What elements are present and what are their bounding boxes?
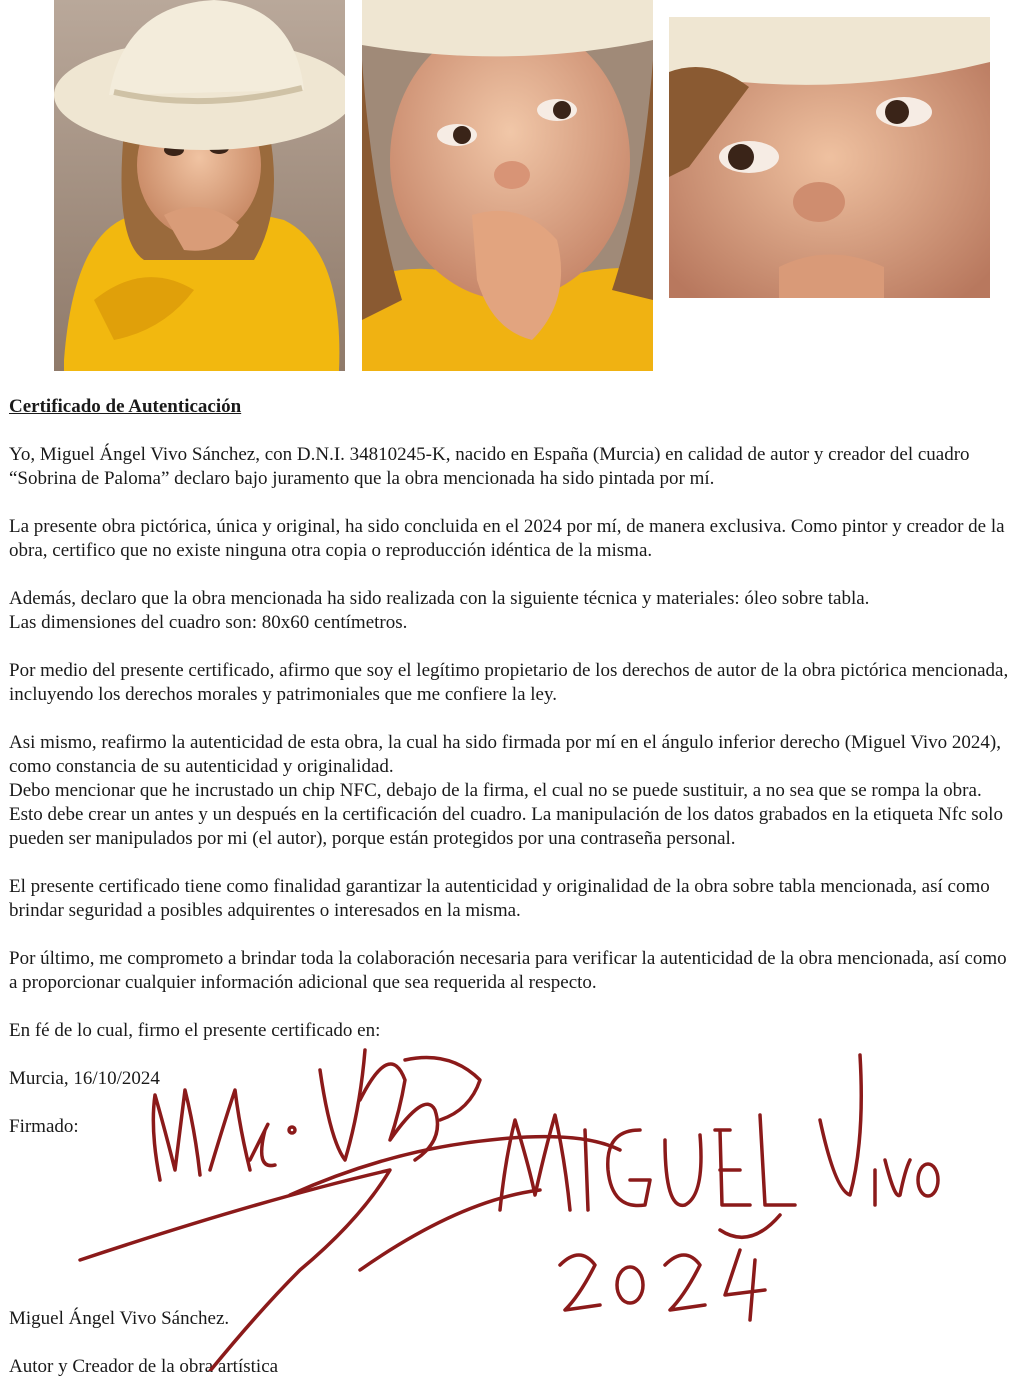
originality-paragraph: La presente obra pictórica, única y original, ha sido concluida en el 2024 por mí, de manera exclusiva. Como pintor y creador de la obra, certifico que no existe ninguna otra copia o reproducción idéntica de la misma. bbox=[9, 516, 1005, 561]
dimensions-line: Las dimensiones del cuadro son: 80x60 centímetros. bbox=[9, 612, 408, 633]
painting-closeup-view bbox=[669, 17, 990, 298]
commitment-paragraph: Por último, me comprometo a brindar toda la colaboración necesaria para verificar la autenticidad de la obra mencionada, así como a proporcionar cualquier información adicional que sea requerida al respecto. bbox=[9, 948, 1007, 993]
signed-label: Firmado: bbox=[9, 1116, 79, 1137]
copyright-paragraph: Por medio del presente certificado, afirmo que soy el legítimo propietario de los derechos de autor de la obra pictórica mencionada, incluyendo los derechos morales y patrimoniales que me confiere la ley. bbox=[9, 660, 1009, 705]
painting-full-view bbox=[54, 0, 345, 371]
signer-name: Miguel Ángel Vivo Sánchez. bbox=[9, 1308, 230, 1329]
signer-role: Autor y Creador de la obra artística bbox=[9, 1356, 279, 1377]
painting-detail-view bbox=[362, 0, 653, 371]
technique-line: Además, declaro que la obra mencionada ha sido realizada con la siguiente técnica y materiales: óleo sobre tabla. bbox=[9, 588, 870, 609]
certificate-title: Certificado de Autenticación bbox=[9, 396, 242, 417]
nfc-paragraph: Debo mencionar que he incrustado un chip NFC, debajo de la firma, el cual no se puede sustituir, a no sea que se rompa la obra. Esto debe crear un antes y un después en la certificación del cuadro. La manipulación de los datos grabados en la etiqueta Nfc solo pueden ser manipulados por mi (el autor), porque están protegidos por una contraseña personal. bbox=[9, 780, 1003, 849]
declaration-paragraph: Yo, Miguel Ángel Vivo Sánchez, con D.N.I. 34810245-K, nacido en España (Murcia) en calidad de autor y creador del cuadro “Sobrina de Paloma” declaro bajo juramento que la obra mencionada ha sido pintada por mí. bbox=[9, 444, 970, 489]
closing-line: En fé de lo cual, firmo el presente certificado en: bbox=[9, 1020, 381, 1041]
place-date: Murcia, 16/10/2024 bbox=[9, 1068, 160, 1089]
purpose-paragraph: El presente certificado tiene como finalidad garantizar la autenticidad y originalidad de la obra sobre tabla mencionada, así como brindar seguridad a posibles adquirentes o interesados en la misma. bbox=[9, 876, 990, 921]
signature-paragraph: Asi mismo, reafirmo la autenticidad de esta obra, la cual ha sido firmada por mí en el ángulo inferior derecho (Miguel Vivo 2024), como constancia de su autenticidad y originalidad. bbox=[9, 732, 1002, 777]
handwritten-signature bbox=[60, 1020, 940, 1371]
